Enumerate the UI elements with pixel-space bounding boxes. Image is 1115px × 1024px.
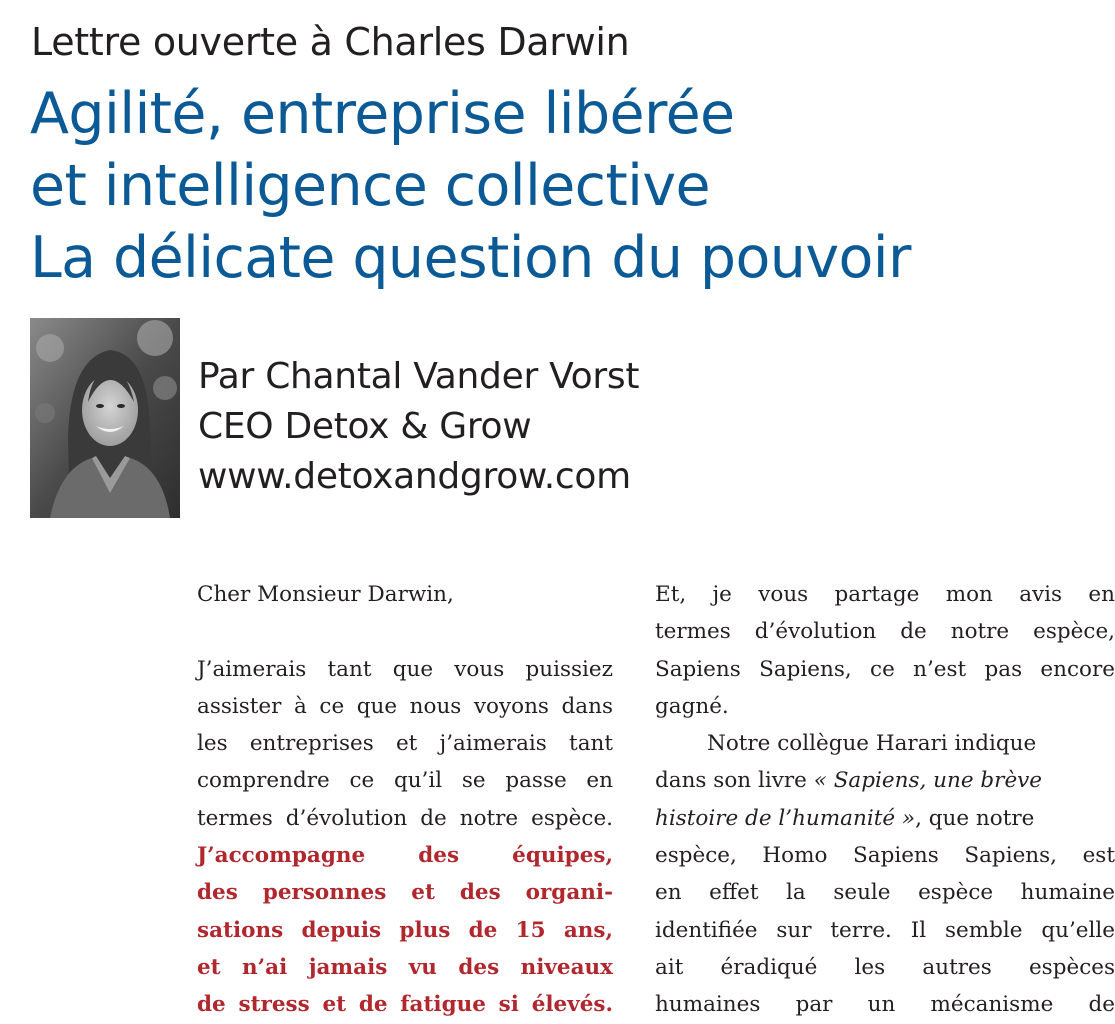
article-column-2 [655, 576, 1115, 1024]
text-line: espèce, Homo Sapiens Sapiens, est [655, 843, 1115, 869]
text-line: termes d’évolution de notre espèce. [197, 805, 613, 831]
text-line: identifiée sur terre. Il semble qu’elle [655, 917, 1115, 943]
highlight-line: J’accompagne des équipes, [197, 843, 613, 869]
highlight-line: et n’ai jamais vu des niveaux [197, 954, 613, 980]
paragraph [655, 576, 1115, 725]
text-span: dans son livre [655, 768, 814, 794]
text-line: comprendre ce qu’il se passe en [197, 768, 613, 794]
text-line: termes d’évolution de notre espèce, [655, 619, 1115, 645]
text-line: Et, je vous partage mon avis en [655, 582, 1115, 607]
text-line: gagné. [655, 693, 729, 719]
text-line: assister à ce que nous voyons dans [197, 693, 613, 719]
author-role: CEO Detox & Grow [198, 406, 532, 447]
headline-line: Agilité, entreprise libérée [30, 81, 735, 147]
book-title: histoire de l’humanité » [655, 805, 916, 831]
headline-line: La délicate question du pouvoir [30, 225, 911, 291]
text-line: les entreprises et j’aimerais tant [197, 731, 613, 757]
text-line [655, 762, 1115, 799]
book-title: « Sapiens, une brève [813, 768, 1043, 794]
author-name: Par Chantal Vander Vorst [198, 356, 640, 397]
paragraph [655, 725, 1115, 1023]
text-line: ait éradiqué les autres espèces [655, 954, 1115, 980]
salutation: Cher Monsieur Darwin, [197, 582, 454, 607]
text-line: J’aimerais tant que vous puissiez [197, 656, 613, 682]
headline-line: et intelligence collective [30, 153, 711, 219]
text-span: , que notre [915, 805, 1035, 831]
text-line: Sapiens Sapiens, ce n’est pas encore [655, 656, 1115, 682]
article-column-1 [197, 576, 613, 1024]
highlight-line: de stress et de fatigue si élevés. [197, 992, 613, 1018]
author-block [198, 352, 639, 502]
text-line: en effet la seule espèce humaine [655, 880, 1115, 906]
text-line: Notre collègue Harari indique [707, 731, 1037, 757]
text-line [655, 800, 1115, 837]
author-photo [30, 318, 180, 518]
article-kicker: Lettre ouverte à Charles Darwin [31, 20, 630, 64]
paragraph [197, 651, 613, 1024]
text-line: humaines par un mécanisme de [655, 992, 1115, 1018]
highlight-line: des personnes et des organi- [197, 880, 613, 906]
article-headline [30, 78, 911, 294]
author-website[interactable]: www.detoxandgrow.com [198, 456, 631, 497]
highlight-line: sations depuis plus de 15 ans, [197, 917, 613, 943]
